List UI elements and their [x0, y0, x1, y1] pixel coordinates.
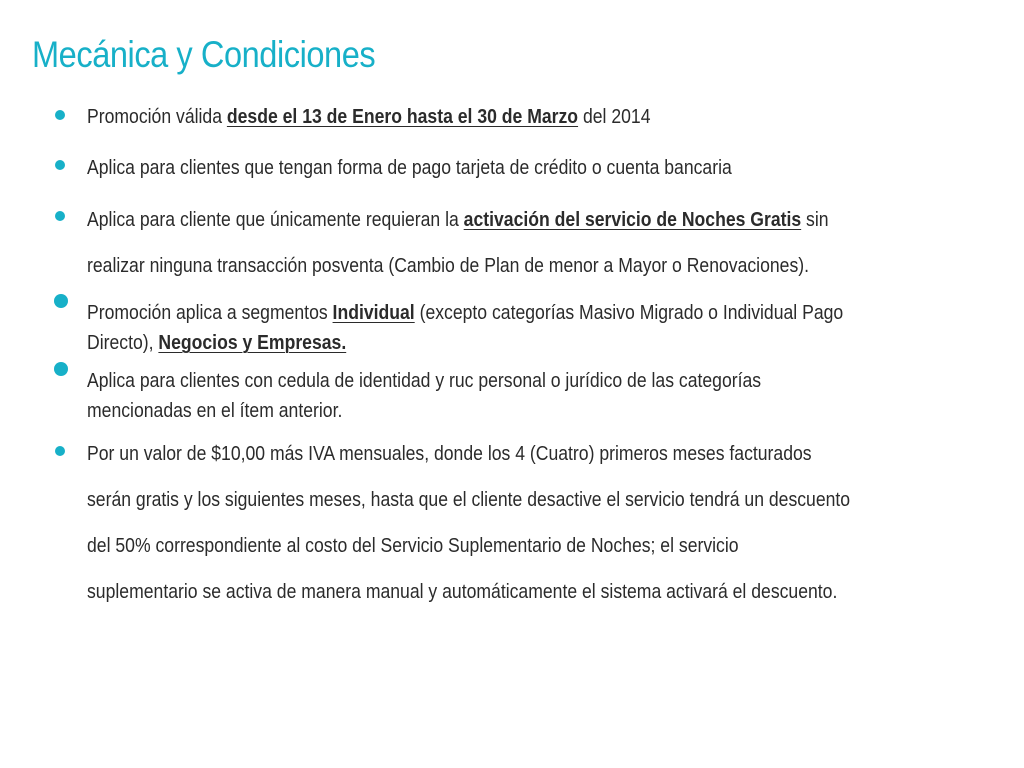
bullet-line: Por un valor de $10,00 más IVA mensuales, donde los 4 (Cuatro) primeros meses facturados	[87, 443, 812, 465]
bullet-line	[87, 208, 976, 232]
emphasis-text: Individual	[332, 302, 415, 324]
bullet-text	[87, 106, 976, 129]
text-segment: Directo),	[87, 332, 159, 354]
text-segment: Aplica para cliente que únicamente requieran la	[87, 209, 464, 231]
bullet-dot-icon	[54, 362, 68, 376]
bullet-line: Aplica para clientes que tengan forma de pago tarjeta de crédito o cuenta bancaria	[87, 157, 732, 179]
bullet-text	[87, 298, 976, 358]
bullet-line: mencionadas en el ítem anterior.	[87, 400, 343, 422]
slide-title: Mecánica y Condiciones	[32, 34, 376, 75]
bullet-line: suplementario se activa de manera manual y automáticamente el sistema activará el descuento.	[87, 581, 838, 603]
text-segment: del 2014	[578, 106, 651, 128]
bullet-dot-icon	[55, 446, 65, 456]
bullet-line: realizar ninguna transacción posventa (Cambio de Plan de menor a Mayor o Renovaciones).	[87, 255, 809, 277]
emphasis-text: activación del servicio de Noches Gratis	[463, 209, 802, 231]
bullet-text	[87, 208, 976, 278]
bullet-dot-icon	[55, 110, 65, 120]
text-segment: sin	[801, 209, 829, 231]
bullet-dot-icon	[55, 211, 65, 221]
bullet-text	[87, 366, 976, 426]
bullet-text	[87, 442, 976, 604]
bullet-dot-icon	[55, 160, 65, 170]
bullet-line	[87, 298, 976, 328]
bullet-line: Aplica para clientes con cedula de identidad y ruc personal o jurídico de las categorías	[87, 370, 762, 392]
bullet-line	[87, 106, 976, 129]
bullet-text	[87, 157, 976, 180]
text-segment: Promoción válida	[87, 106, 227, 128]
text-segment: Promoción aplica a segmentos	[87, 302, 333, 324]
bullet-line	[87, 328, 976, 358]
emphasis-text: desde el 13 de Enero hasta el 30 de Marzo	[226, 106, 579, 128]
bullet-line: del 50% correspondiente al costo del Servicio Suplementario de Noches; el servicio	[87, 535, 739, 557]
emphasis-text: Negocios y Empresas.	[158, 332, 347, 354]
text-segment: (excepto categorías Masivo Migrado o Individual Pago	[414, 302, 844, 324]
bullet-line: serán gratis y los siguientes meses, hasta que el cliente desactive el servicio tendrá un descuento	[87, 489, 851, 511]
bullet-dot-icon	[54, 294, 68, 308]
